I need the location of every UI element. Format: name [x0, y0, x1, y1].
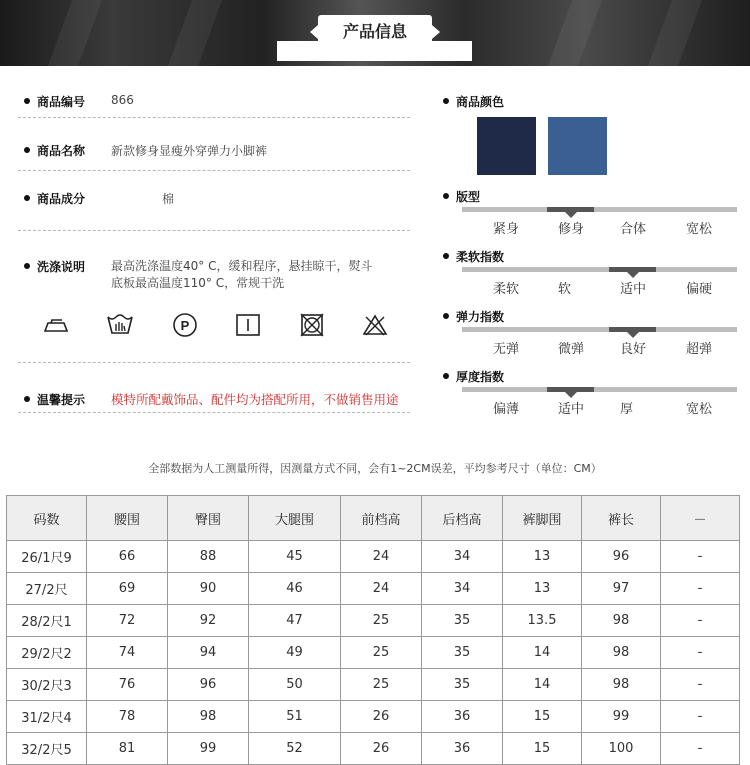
table-cell: 26	[341, 733, 422, 765]
table-cell: 36	[422, 733, 503, 765]
tip-label: 温馨提示	[37, 393, 86, 407]
scale-option: 合体	[620, 222, 647, 237]
table-cell: -	[661, 637, 740, 669]
scale-option: 偏硬	[686, 282, 713, 297]
table-cell: -	[661, 541, 740, 573]
bullet-icon	[24, 396, 30, 402]
table-cell: -	[661, 669, 740, 701]
table-row	[7, 541, 740, 573]
table-row	[7, 701, 740, 733]
size-table	[6, 495, 740, 765]
scale-option: 无弹	[493, 342, 520, 357]
banner-texture	[168, 0, 222, 66]
scale-track	[462, 267, 737, 272]
bullet-icon	[443, 98, 449, 104]
bullet-icon	[24, 98, 30, 104]
table-cell: 24	[341, 541, 422, 573]
table-cell: 13.5	[503, 605, 582, 637]
scale-option: 超弹	[686, 342, 713, 357]
bullet-icon	[24, 195, 30, 201]
table-cell: -	[661, 701, 740, 733]
bullet-icon	[24, 263, 30, 269]
sku-value: 866	[111, 93, 134, 107]
table-cell: 99	[168, 733, 249, 765]
size-note: 全部数据为人工测量所得，因测量方式不同，会有1~2CM误差，平均参考尺寸（单位：CM）	[148, 462, 602, 475]
iron-icon	[42, 311, 70, 339]
divider	[18, 117, 410, 118]
no-bleach-icon	[361, 311, 389, 339]
color-label: 商品颜色	[456, 95, 505, 109]
table-cell: 14	[503, 669, 582, 701]
table-header-cell: 臀围	[168, 496, 249, 541]
table-cell: 15	[503, 733, 582, 765]
table-cell: 94	[168, 637, 249, 669]
bullet-icon	[443, 253, 449, 259]
sku-label: 商品编号	[37, 95, 86, 109]
table-header-cell: －	[661, 496, 740, 541]
divider	[18, 362, 410, 363]
bullet-icon	[443, 373, 449, 379]
bullet-icon	[24, 147, 30, 153]
scale-label: 厚度指数	[456, 370, 505, 384]
scale-option: 修身	[558, 222, 585, 237]
table-cell: 50	[249, 669, 341, 701]
table-cell: 30/2尺3	[7, 669, 87, 701]
dry-clean-p-icon	[171, 311, 199, 339]
table-cell: 25	[341, 637, 422, 669]
table-cell: 27/2尺	[7, 573, 87, 605]
scale-track	[462, 327, 737, 332]
table-cell: 52	[249, 733, 341, 765]
table-cell: 31/2尺4	[7, 701, 87, 733]
table-cell: 69	[87, 573, 168, 605]
table-cell: 46	[249, 573, 341, 605]
table-cell: 13	[503, 541, 582, 573]
divider	[18, 230, 410, 231]
table-cell: -	[661, 573, 740, 605]
scale-label: 弹力指数	[456, 310, 505, 324]
scale-track	[462, 207, 737, 212]
scale-option: 适中	[558, 402, 585, 417]
color-swatch-navy[interactable]	[477, 117, 536, 175]
table-cell: 25	[341, 605, 422, 637]
table-cell: 98	[168, 701, 249, 733]
divider	[18, 170, 410, 171]
table-header-cell: 码数	[7, 496, 87, 541]
table-row	[7, 669, 740, 701]
page-title: 产品信息	[318, 15, 432, 49]
table-cell: 26/1尺9	[7, 541, 87, 573]
table-cell: 35	[422, 637, 503, 669]
banner-texture	[48, 0, 102, 66]
scale-option: 宽松	[686, 222, 713, 237]
name-label: 商品名称	[37, 144, 86, 158]
table-cell: 14	[503, 637, 582, 669]
table-header-cell: 后档高	[422, 496, 503, 541]
scale-option: 厚	[620, 402, 634, 417]
table-cell: 45	[249, 541, 341, 573]
table-cell: 98	[582, 605, 661, 637]
table-cell: 34	[422, 541, 503, 573]
scale-option: 微弹	[558, 342, 585, 357]
table-row	[7, 637, 740, 669]
scale-option: 偏薄	[493, 402, 520, 417]
scale-option: 紧身	[493, 222, 520, 237]
table-cell: 32/2尺5	[7, 733, 87, 765]
scale-label: 柔软指数	[456, 250, 505, 264]
table-header-row	[7, 496, 740, 541]
header-banner	[0, 0, 750, 66]
bullet-icon	[443, 193, 449, 199]
washing-line-1: 最高洗涤温度40° C，缓和程序，悬挂晾干，熨斗	[111, 259, 373, 273]
table-cell: -	[661, 605, 740, 637]
table-cell: 29/2尺2	[7, 637, 87, 669]
banner-texture	[548, 0, 602, 66]
table-header-cell: 前档高	[341, 496, 422, 541]
svg-text:P: P	[180, 318, 190, 333]
table-cell: 51	[249, 701, 341, 733]
table-cell: 99	[582, 701, 661, 733]
scale-option: 良好	[620, 342, 647, 357]
scale-track	[462, 387, 737, 392]
table-cell: 90	[168, 573, 249, 605]
table-cell: 13	[503, 573, 582, 605]
table-cell: 25	[341, 669, 422, 701]
washing-label: 洗涤说明	[37, 260, 86, 274]
table-cell: 81	[87, 733, 168, 765]
name-value: 新款修身显瘦外穿弹力小脚裤	[111, 144, 268, 158]
table-header-cell: 腰围	[87, 496, 168, 541]
table-cell: 74	[87, 637, 168, 669]
table-cell: 72	[87, 605, 168, 637]
table-cell: 26	[341, 701, 422, 733]
table-header-cell: 裤脚围	[503, 496, 582, 541]
table-cell: 88	[168, 541, 249, 573]
table-cell: 96	[582, 541, 661, 573]
line-dry-icon	[234, 311, 262, 339]
material-label: 商品成分	[37, 192, 86, 206]
table-cell: 35	[422, 605, 503, 637]
scale-option: 宽松	[686, 402, 713, 417]
table-cell: 49	[249, 637, 341, 669]
table-cell: 15	[503, 701, 582, 733]
table-row	[7, 733, 740, 765]
scale-option: 软	[558, 282, 572, 297]
banner-texture	[648, 0, 702, 66]
table-cell: 76	[87, 669, 168, 701]
table-cell: 34	[422, 573, 503, 605]
table-cell: 24	[341, 573, 422, 605]
table-cell: 98	[582, 669, 661, 701]
table-row	[7, 605, 740, 637]
table-header-cell: 裤长	[582, 496, 661, 541]
tip-value: 模特所配戴饰品、配件均为搭配所用，不做销售用途	[111, 392, 399, 407]
table-cell: 96	[168, 669, 249, 701]
table-cell: 47	[249, 605, 341, 637]
table-cell: 98	[582, 637, 661, 669]
table-cell: 36	[422, 701, 503, 733]
table-header-cell: 大腿围	[249, 496, 341, 541]
bullet-icon	[443, 313, 449, 319]
table-cell: 35	[422, 669, 503, 701]
table-cell: -	[661, 733, 740, 765]
no-tumble-dry-icon	[298, 311, 326, 339]
table-row	[7, 573, 740, 605]
table-cell: 66	[87, 541, 168, 573]
table-cell: 28/2尺1	[7, 605, 87, 637]
table-cell: 92	[168, 605, 249, 637]
washing-line-2: 底板最高温度110° C，常规干洗	[111, 276, 285, 290]
material-value: 棉	[162, 192, 175, 206]
scale-option: 适中	[620, 282, 647, 297]
divider	[18, 412, 410, 413]
scale-label: 版型	[456, 190, 481, 204]
table-cell: 78	[87, 701, 168, 733]
color-swatch-blue[interactable]	[548, 117, 607, 175]
table-cell: 100	[582, 733, 661, 765]
scale-option: 柔软	[493, 282, 520, 297]
hand-wash-icon	[106, 311, 134, 339]
table-cell: 97	[582, 573, 661, 605]
